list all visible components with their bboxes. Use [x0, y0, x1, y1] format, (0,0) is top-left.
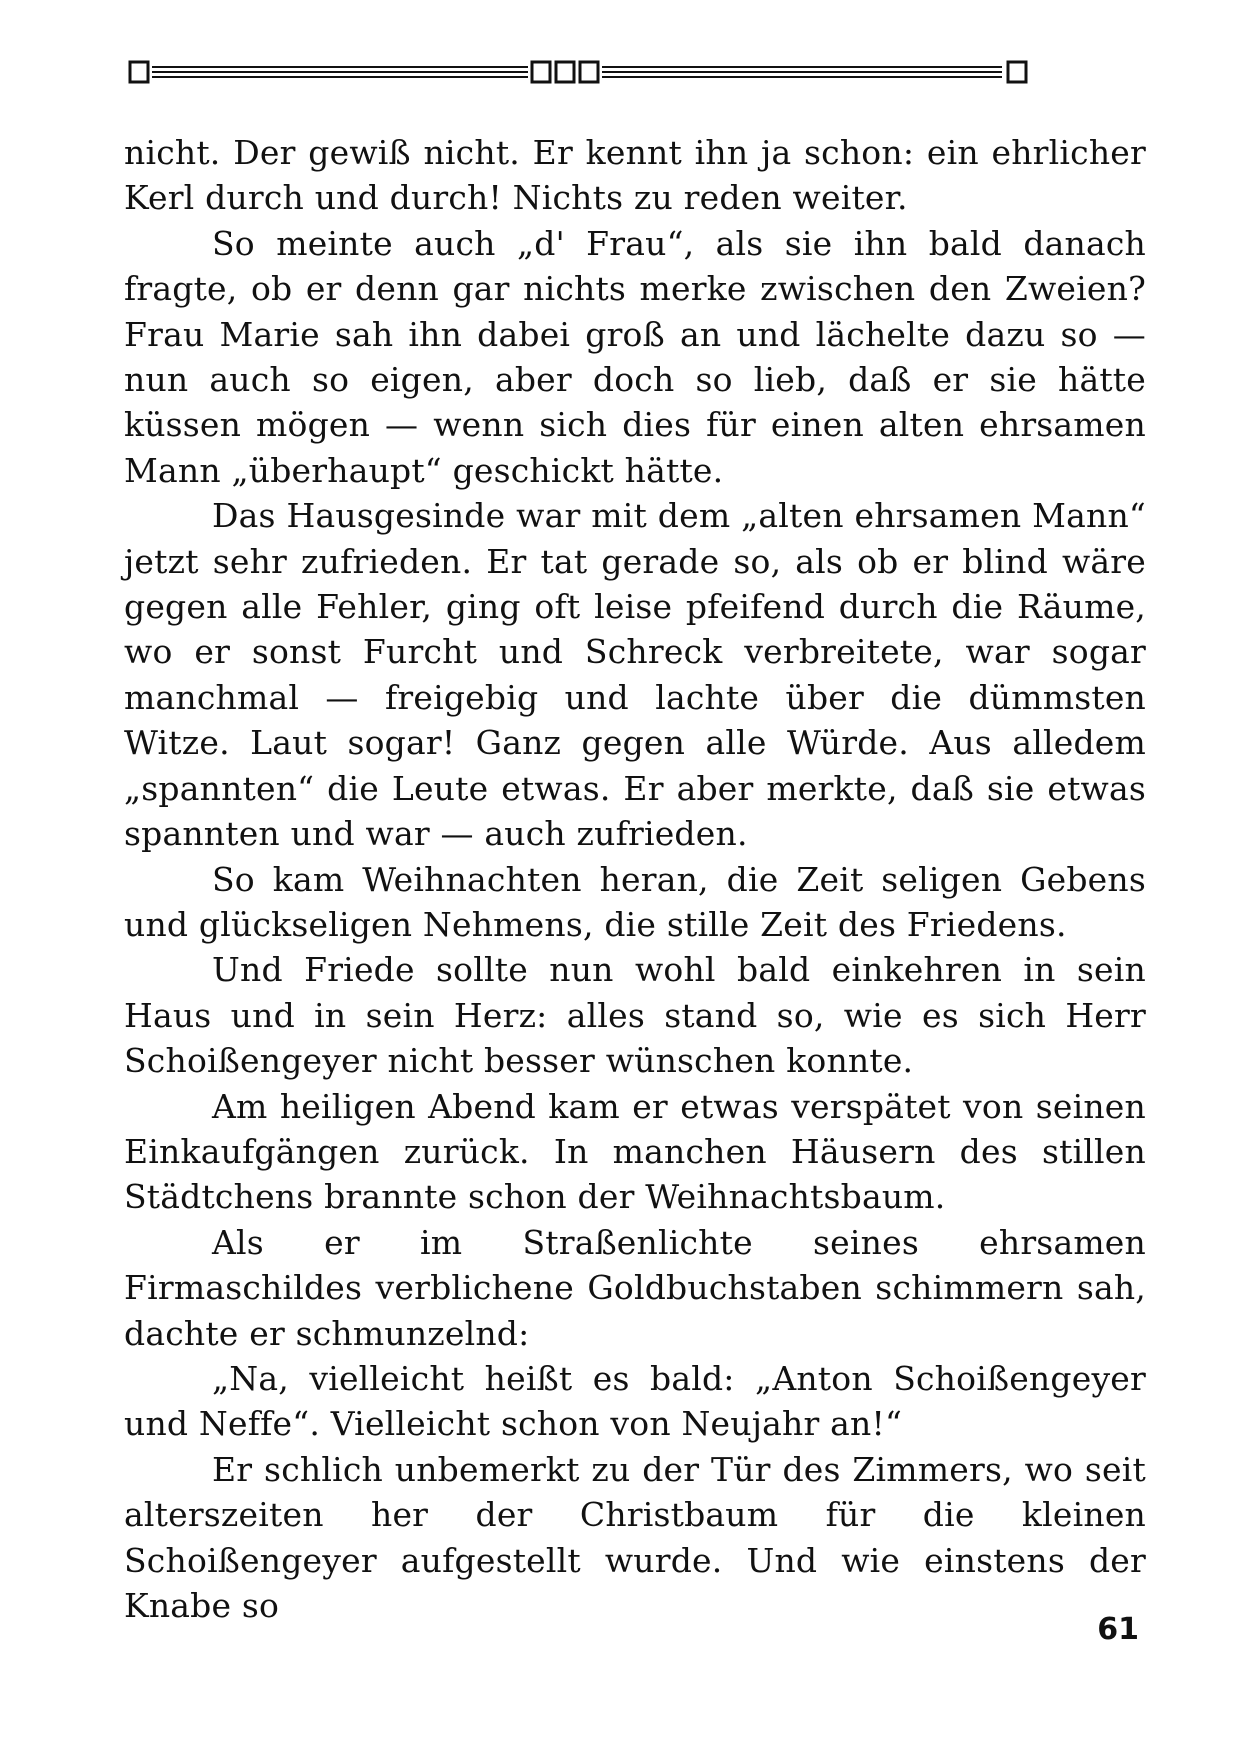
paragraph: Das Hausgesinde war mit dem „alten ehrsamen Mann“ jetzt sehr zufrieden. Er tat gerade so, als ob er blind wäre gegen alle Fehler, ging oft leise pfeifend durch die Räume, wo er sonst Furcht und Schreck verbreitete, war sogar manchmal — freigebig und lachte über die dümmsten Witze. Laut sogar! Ganz gegen alle Würde. Aus alledem „spannten“ die Leute etwas. Er aber merkte, daß sie etwas spannten und war — auch zufrieden. — [124, 496, 1146, 854]
paragraph: „Na, vielleicht heißt es bald: „Anton Schoißengeyer und Neffe“. Vielleicht schon von Neujahr an!“ — [124, 1358, 1146, 1444]
paragraph: So kam Weihnachten heran, die Zeit seligen Gebens und glückseligen Nehmens, die stille Zeit des Friedens. — [124, 859, 1146, 944]
body-text — [124, 130, 1146, 1628]
paragraph: nicht. Der gewiß nicht. Er kennt ihn ja schon: ein ehrlicher Kerl durch und durch! Nichts zu reden weiter. — [124, 133, 1146, 218]
paragraph: Als er im Straßenlichte seines ehrsamen Firmaschildes verblichene Goldbuchstaben schimmern sah, dachte er schmunzelnd: — [124, 1222, 1146, 1353]
paragraph: Und Friede sollte nun wohl bald einkehren in sein Haus und in sein Herz: alles stand so, wie es sich Herr Schoißengeyer nicht besser wünschen konnte. — [124, 950, 1146, 1081]
page-number: 61 — [1097, 1612, 1139, 1647]
paragraph: Am heiligen Abend kam er etwas verspätet von seinen Einkaufgängen zurück. In manchen Häusern des stillen Städtchens brannte schon der Weihnachtsbaum. — [124, 1086, 1146, 1217]
header-ornament — [128, 58, 1146, 88]
paragraph: Er schlich unbemerkt zu der Tür des Zimmers, wo seit alterszeiten her der Christbaum für die kleinen Schoißengeyer aufgestellt wurde. Und wie einstens der Knabe so — [124, 1449, 1146, 1625]
paragraph: So meinte auch „d' Frau“, als sie ihn bald danach fragte, ob er denn gar nichts merke zwischen den Zweien? Frau Marie sah ihn dabei groß an und lächelte dazu so — nun auch so eigen, aber doch so lieb, daß er sie hätte küssen mögen — wenn sich dies für einen alten ehrsamen Mann „überhaupt“ geschickt hätte. — [124, 223, 1146, 490]
